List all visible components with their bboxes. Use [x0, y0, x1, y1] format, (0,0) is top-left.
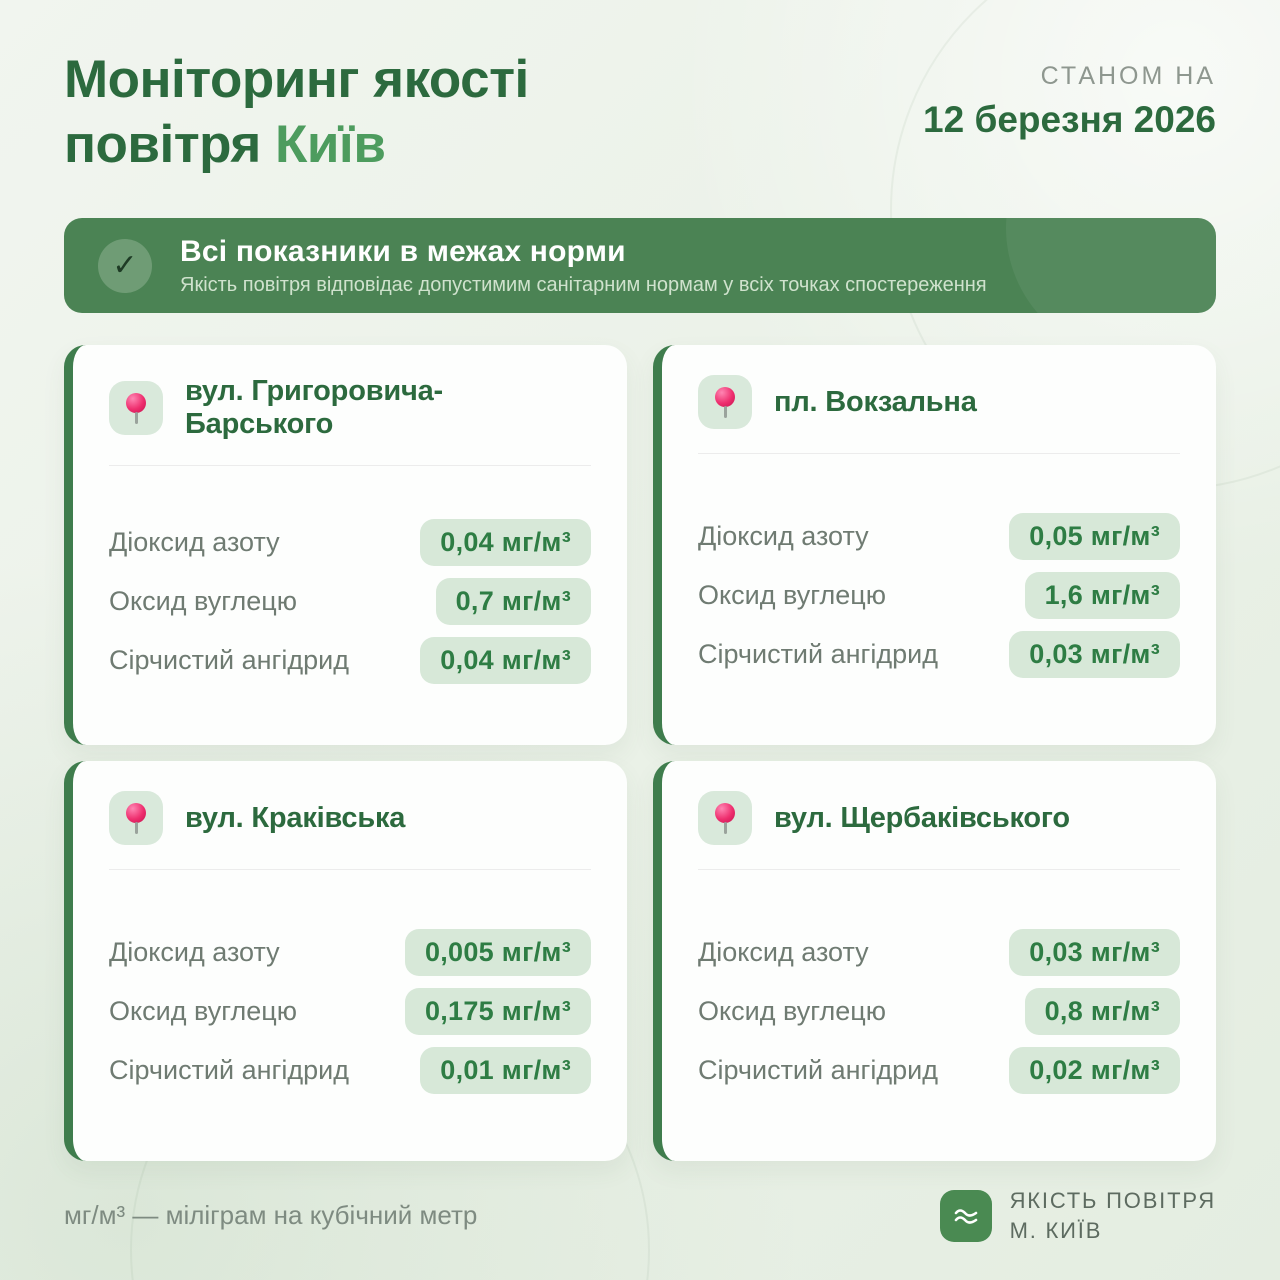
logo-text [1010, 1186, 1216, 1245]
metric-row [698, 1047, 1180, 1094]
metric-value-badge: 0,03 мг/м³ [1009, 929, 1180, 976]
status-banner [64, 218, 1216, 313]
metrics-list [698, 513, 1180, 686]
station-card-hryhorovycha-barskoho [64, 345, 627, 745]
metric-value-badge: 1,6 мг/м³ [1025, 572, 1180, 619]
location-pin-icon [698, 791, 752, 845]
location-pin-icon [109, 381, 163, 435]
station-name: вул. Краківська [185, 801, 406, 834]
metric-label: Діоксид азоту [109, 527, 280, 557]
metric-value-badge: 0,04 мг/м³ [420, 519, 591, 566]
metric-value-badge: 0,7 мг/м³ [436, 578, 591, 625]
metrics-list [109, 519, 591, 692]
station-card-vokzalna [653, 345, 1216, 745]
metric-label: Сірчистий ангідрид [698, 639, 938, 669]
metric-row [109, 637, 591, 684]
station-card-krakivska [64, 761, 627, 1161]
metrics-list [109, 929, 591, 1102]
logo-line2: М. КИЇВ [1009, 1217, 1103, 1243]
metric-value-badge: 0,03 мг/м³ [1009, 631, 1180, 678]
metric-value-badge: 0,175 мг/м³ [405, 988, 591, 1035]
metric-label: Діоксид азоту [698, 521, 869, 551]
metrics-list [698, 929, 1180, 1102]
metric-value-badge: 0,05 мг/м³ [1009, 513, 1180, 560]
station-name: пл. Вокзальна [774, 385, 977, 418]
metric-row [109, 578, 591, 625]
location-pin-icon [698, 375, 752, 429]
logo-line1: ЯКІСТЬ ПОВІТРЯ [1009, 1188, 1216, 1213]
metric-label: Діоксид азоту [109, 937, 280, 967]
footer [64, 1186, 1216, 1245]
title-city: Київ [275, 114, 386, 174]
stations-grid [64, 345, 1216, 1161]
metric-row [698, 631, 1180, 678]
metric-row [698, 988, 1180, 1035]
metric-label: Діоксид азоту [698, 937, 869, 967]
metric-row [698, 513, 1180, 560]
checkmark-icon: ✓ [98, 239, 152, 293]
header [64, 48, 1216, 177]
divider [698, 869, 1180, 870]
divider [698, 453, 1180, 454]
metric-label: Сірчистий ангідрид [109, 1055, 349, 1085]
metric-label: Оксид вуглецю [698, 996, 886, 1026]
metric-value-badge: 0,04 мг/м³ [420, 637, 591, 684]
station-card-shcherbakivskoho [653, 761, 1216, 1161]
title-line1: Моніторинг якості [64, 50, 529, 109]
metric-value-badge: 0,005 мг/м³ [405, 929, 591, 976]
units-note: мг/м³ — міліграм на кубічний метр [64, 1200, 478, 1231]
location-pin-icon [109, 791, 163, 845]
metric-row [109, 929, 591, 976]
title-line2: повітря [64, 114, 261, 174]
station-name: вул. Григоровича-Барського [185, 375, 443, 440]
metric-label: Оксид вуглецю [109, 996, 297, 1026]
metric-label: Оксид вуглецю [109, 586, 297, 616]
metric-row [109, 988, 591, 1035]
status-banner-subtitle: Якість повітря відповідає допустимим санітарним нормам у всіх точках спостереження [180, 273, 987, 296]
date-value: 12 березня 2026 [923, 99, 1216, 140]
metric-row [109, 519, 591, 566]
air-waves-icon [940, 1190, 992, 1242]
date-block [923, 62, 1216, 141]
station-name: вул. Щербаківського [774, 801, 1070, 834]
date-label: СТАНОМ НА [1040, 62, 1216, 90]
divider [109, 869, 591, 870]
status-banner-title: Всі показники в межах норми [180, 234, 626, 268]
divider [109, 465, 591, 466]
metric-label: Сірчистий ангідрид [698, 1055, 938, 1085]
metric-value-badge: 0,8 мг/м³ [1025, 988, 1180, 1035]
metric-label: Сірчистий ангідрид [109, 645, 349, 675]
logo [940, 1186, 1216, 1245]
metric-row [698, 572, 1180, 619]
metric-row [109, 1047, 591, 1094]
metric-label: Оксид вуглецю [698, 580, 886, 610]
metric-value-badge: 0,02 мг/м³ [1009, 1047, 1180, 1094]
metric-value-badge: 0,01 мг/м³ [420, 1047, 591, 1094]
metric-row [698, 929, 1180, 976]
